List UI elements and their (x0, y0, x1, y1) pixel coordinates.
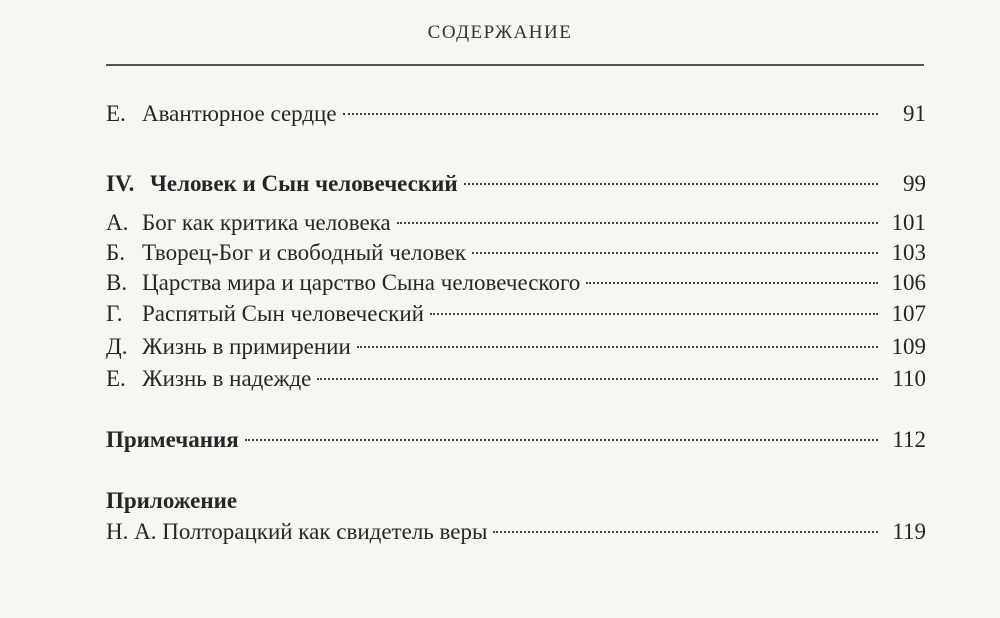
toc-entry-mark: А. (106, 210, 129, 235)
toc-entry-page: 101 (891, 210, 926, 235)
toc-entry-label (106, 206, 391, 240)
toc-entry[interactable] (106, 236, 926, 270)
toc-entry-mark: Б. (106, 240, 125, 265)
toc-entry-mark: Е. (106, 366, 126, 391)
running-head: СОДЕРЖАНИЕ (427, 22, 573, 43)
toc-entry-label (106, 330, 351, 364)
toc-entry-label (106, 266, 580, 300)
dot-leader (357, 346, 878, 348)
toc-entry-title: Творец-Бог и свободный человек (142, 240, 467, 265)
toc-entry-label (106, 297, 424, 331)
toc-entry[interactable] (106, 515, 926, 549)
toc-notes-entry[interactable] (106, 423, 926, 457)
toc-entry-page: 107 (891, 301, 926, 326)
toc-entry-page: 99 (903, 171, 926, 196)
toc-entry-page: 119 (892, 519, 926, 544)
dot-leader (430, 313, 878, 315)
dot-leader (472, 252, 878, 254)
dot-leader (343, 113, 878, 115)
toc-entry-mark: IV. (106, 171, 135, 196)
toc-entry-page: 103 (891, 240, 926, 265)
toc-entry-label (106, 167, 458, 201)
toc-entry-label (106, 236, 466, 270)
toc-entry[interactable] (106, 266, 926, 300)
dot-leader (493, 531, 878, 533)
dot-leader (464, 183, 878, 185)
toc-entry[interactable] (106, 362, 926, 396)
toc-entry-mark: В. (106, 270, 128, 295)
toc-entry[interactable] (106, 330, 926, 364)
toc-entry-label (106, 97, 337, 131)
dot-leader (586, 282, 878, 284)
toc-entry-title: Примечания (106, 427, 239, 452)
toc-entry-title: Распятый Сын человеческий (142, 301, 424, 326)
toc-entry-title: Царства мира и царство Сына человеческого (142, 270, 581, 295)
dot-leader (245, 439, 878, 441)
toc-entry[interactable] (106, 206, 926, 240)
toc-entry-page: 109 (891, 334, 926, 359)
toc-entry-title: Жизнь в примирении (142, 334, 351, 359)
toc-entry-mark: Д. (106, 334, 128, 359)
toc-entry[interactable] (106, 97, 926, 131)
toc-entry-page: 110 (892, 366, 926, 391)
toc-part-entry[interactable] (106, 167, 926, 201)
dot-leader (397, 222, 878, 224)
toc-entry[interactable] (106, 297, 926, 331)
dot-leader (317, 378, 878, 380)
toc-entry-page: 106 (891, 270, 926, 295)
appendix-heading: Приложение (106, 488, 238, 513)
toc-entry-title: Н. А. Полторацкий как свидетель веры (106, 519, 488, 544)
toc-entry-title: Бог как критика человека (142, 210, 391, 235)
header-rule (106, 64, 924, 66)
toc-entry-label (106, 362, 311, 396)
toc-entry-title: Человек и Сын человеческий (150, 171, 458, 196)
toc-entry-title: Авантюрное сердце (142, 101, 337, 126)
toc-entry-page: 112 (892, 427, 926, 452)
toc-entry-title: Жизнь в надежде (142, 366, 312, 391)
toc-entry-page: 91 (903, 101, 926, 126)
toc-entry-mark: Г. (106, 301, 123, 326)
toc-entry-mark: Е. (106, 101, 126, 126)
